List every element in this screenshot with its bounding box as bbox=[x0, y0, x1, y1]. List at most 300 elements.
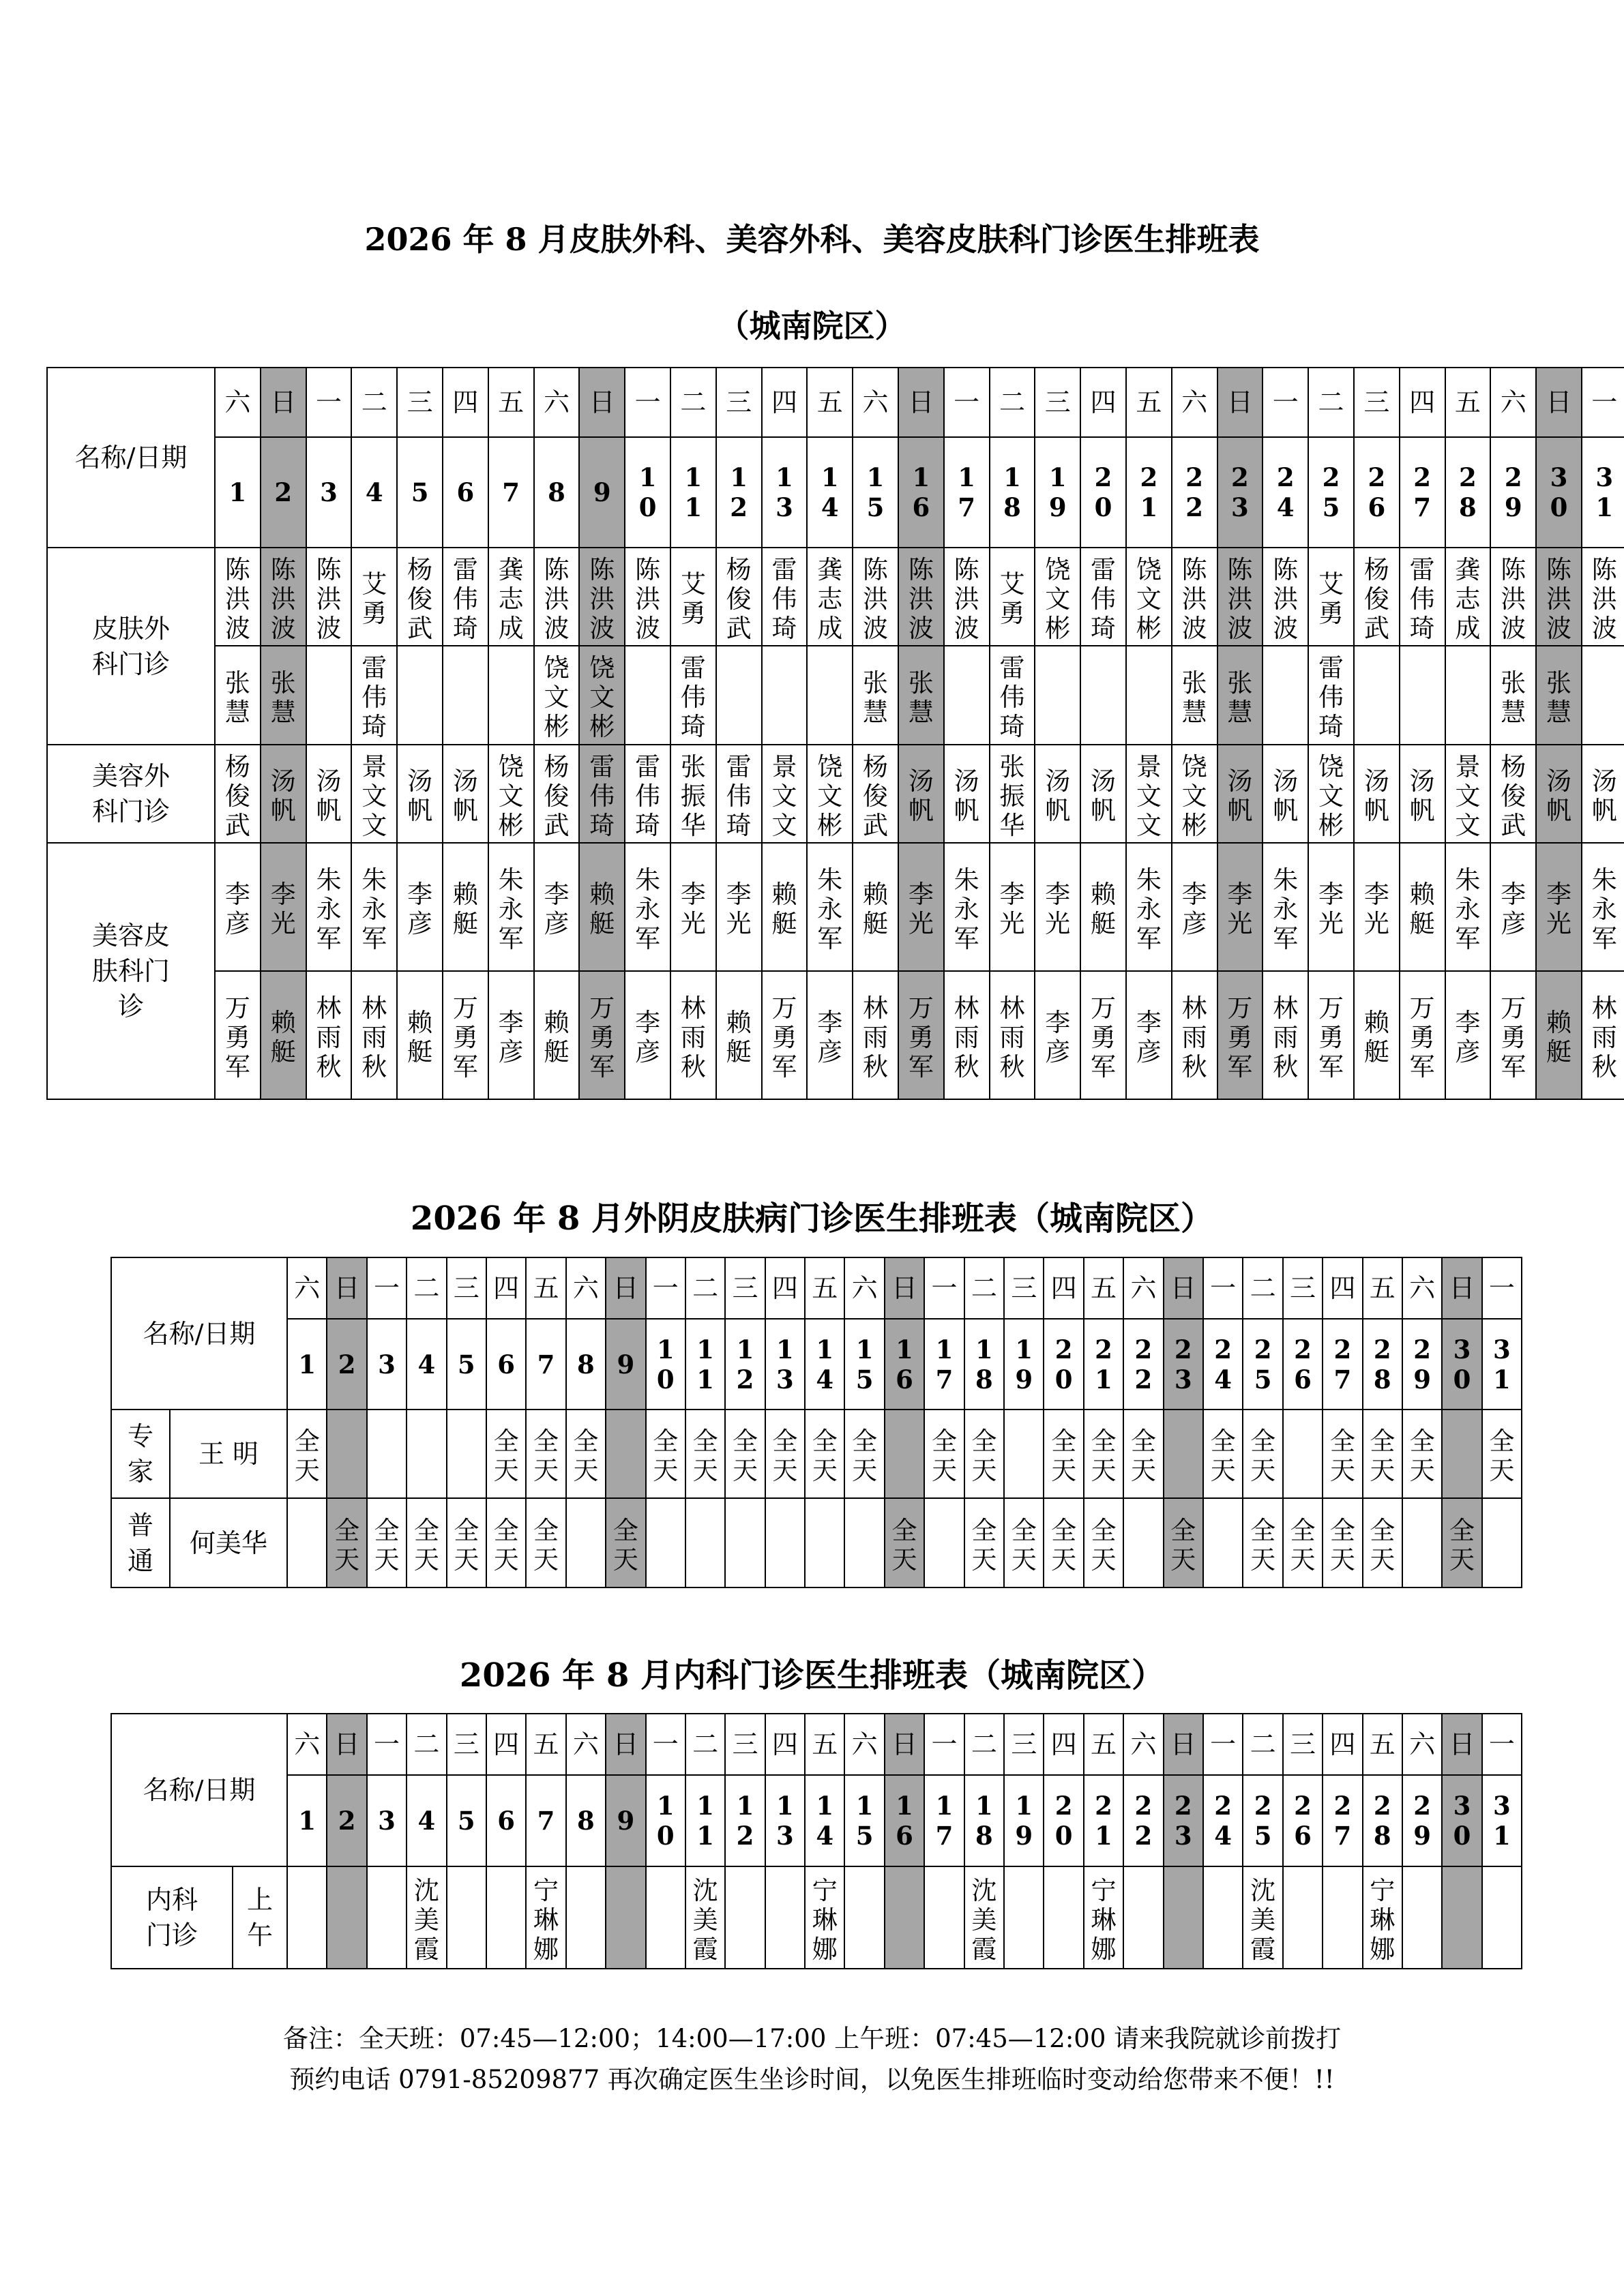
doctor-cell bbox=[807, 548, 853, 646]
doctor-name: 李光 bbox=[1318, 880, 1344, 938]
date-cell bbox=[306, 437, 352, 548]
doctor-name: 张慧 bbox=[1227, 668, 1253, 727]
doctor-cell bbox=[944, 971, 990, 1099]
date-number: 27 bbox=[1413, 462, 1431, 522]
doctor-name: 李彦 bbox=[1136, 1008, 1162, 1067]
doctor-cell bbox=[261, 745, 306, 843]
date-cell bbox=[1323, 1319, 1362, 1410]
shift-text: 全天 bbox=[533, 1515, 559, 1575]
doctor-name: 朱永军 bbox=[361, 865, 387, 953]
date-cell bbox=[1400, 437, 1445, 548]
weekday-cell: 一 bbox=[625, 368, 670, 437]
shift-text: 全天 bbox=[1091, 1427, 1117, 1485]
doctor-name: 宁琳娜 bbox=[812, 1875, 838, 1964]
doctor-name: 陈洪波 bbox=[863, 554, 889, 643]
doctor-cell bbox=[367, 1866, 407, 1969]
date-number: 22 bbox=[1134, 1791, 1153, 1851]
doctor-cell bbox=[1243, 1866, 1282, 1969]
date-cell bbox=[1080, 437, 1126, 548]
doctor-cell bbox=[215, 745, 261, 843]
date-cell bbox=[1490, 437, 1536, 548]
doctor-cell bbox=[351, 843, 397, 971]
shift-cell bbox=[566, 1410, 606, 1498]
doctor-name: 雷伟琦 bbox=[589, 751, 615, 840]
doctor-cell bbox=[1126, 971, 1172, 1099]
date-cell bbox=[447, 1775, 486, 1866]
doctor-cell bbox=[306, 548, 352, 646]
doctor-name: 雷伟琦 bbox=[1091, 554, 1117, 643]
date-number: 4 bbox=[417, 1806, 436, 1836]
date-cell bbox=[964, 1319, 1004, 1410]
doctor-cell bbox=[488, 646, 534, 745]
doctor-name: 赖艇 bbox=[544, 1008, 570, 1067]
weekday-cell: 一 bbox=[1582, 368, 1624, 437]
doctor-name: 汤帆 bbox=[1091, 766, 1117, 825]
shift-cell bbox=[885, 1498, 924, 1587]
shift-text: 全天 bbox=[573, 1427, 599, 1485]
doctor-cell bbox=[990, 646, 1035, 745]
doctor-cell bbox=[306, 646, 352, 745]
shift-cell bbox=[447, 1498, 486, 1587]
date-number: 13 bbox=[776, 1791, 794, 1851]
shift-cell bbox=[327, 1410, 366, 1498]
doctor-name: 杨俊武 bbox=[407, 554, 433, 643]
dept-name: 皮肤外科门诊 bbox=[47, 548, 215, 745]
doctor-cell bbox=[306, 971, 352, 1099]
shift-cell bbox=[1243, 1498, 1282, 1587]
weekday-cell: 日 bbox=[606, 1714, 645, 1775]
shift-cell bbox=[1442, 1410, 1481, 1498]
shift-text: 全天 bbox=[812, 1427, 838, 1485]
shift-cell bbox=[367, 1410, 407, 1498]
date-number: 29 bbox=[1413, 1334, 1431, 1395]
doctor-name: 汤帆 bbox=[316, 766, 342, 825]
shift-text: 全天 bbox=[1290, 1515, 1316, 1575]
date-cell bbox=[566, 1319, 606, 1410]
weekday-cell: 六 bbox=[1490, 368, 1536, 437]
doctor-name: 雷伟琦 bbox=[771, 554, 797, 643]
date-number: 16 bbox=[896, 1334, 913, 1395]
doctor-cell bbox=[1263, 971, 1308, 1099]
doctor-name: 饶文彬 bbox=[817, 751, 843, 840]
shift-cell bbox=[1044, 1410, 1083, 1498]
doctor-cell bbox=[1203, 1866, 1243, 1969]
date-cell bbox=[1363, 1775, 1402, 1866]
doctor-cell bbox=[807, 843, 853, 971]
shift-cell bbox=[606, 1410, 645, 1498]
session-name-text: 上午 bbox=[246, 1885, 273, 1950]
date-number: 7 bbox=[537, 1806, 555, 1836]
doctor-name: 林雨秋 bbox=[954, 993, 979, 1082]
dept-name: 美容皮肤科门诊 bbox=[47, 843, 215, 1099]
doctor-cell bbox=[807, 646, 853, 745]
doctor-cell bbox=[1354, 745, 1400, 843]
date-number: 6 bbox=[456, 477, 475, 507]
doctor-name bbox=[1209, 1918, 1237, 1922]
doctor-name: 饶文彬 bbox=[589, 653, 615, 741]
weekday-cell: 四 bbox=[1080, 368, 1126, 437]
doctor-name: 艾勇 bbox=[999, 569, 1025, 628]
doctor-name: 汤帆 bbox=[270, 766, 296, 825]
doctor-name: 饶文彬 bbox=[1181, 751, 1207, 840]
doctor-cell bbox=[716, 843, 762, 971]
date-cell bbox=[1482, 1775, 1522, 1866]
date-cell bbox=[1044, 1319, 1083, 1410]
doctor-name: 龚志成 bbox=[1455, 554, 1481, 643]
date-number: 29 bbox=[1413, 1791, 1431, 1851]
date-cell bbox=[1004, 1319, 1044, 1410]
date-number: 18 bbox=[975, 1791, 993, 1851]
doctor-cell bbox=[625, 745, 670, 843]
weekday-cell: 四 bbox=[1323, 1714, 1362, 1775]
doctor-cell bbox=[990, 843, 1035, 971]
doctor-name bbox=[1050, 1918, 1078, 1922]
doctor-name bbox=[373, 1918, 401, 1922]
date-cell bbox=[447, 1319, 486, 1410]
doctor-name bbox=[816, 695, 844, 699]
doctor-cell bbox=[351, 646, 397, 745]
date-cell bbox=[1084, 1775, 1123, 1866]
date-number: 12 bbox=[730, 462, 748, 522]
doctor-name bbox=[634, 695, 662, 699]
doctor-name: 汤帆 bbox=[1273, 766, 1299, 825]
date-number: 14 bbox=[816, 1791, 834, 1851]
weekday-cell: 四 bbox=[765, 1257, 805, 1319]
doctor-cell bbox=[716, 548, 762, 646]
doctor-name: 雷伟琦 bbox=[1318, 653, 1344, 741]
dept-row bbox=[47, 745, 1624, 843]
weekday-cell: 二 bbox=[1308, 368, 1354, 437]
doctor-name bbox=[1488, 1918, 1516, 1922]
doctor-cell bbox=[215, 646, 261, 745]
date-number: 14 bbox=[821, 462, 839, 522]
doctor-cell bbox=[351, 745, 397, 843]
doctor-name bbox=[1289, 1918, 1317, 1922]
doctor-cell bbox=[1400, 646, 1445, 745]
date-number: 18 bbox=[975, 1334, 993, 1395]
doctor-name: 饶文彬 bbox=[544, 653, 570, 741]
doctor-name bbox=[651, 1918, 679, 1922]
doctor-name: 万勇军 bbox=[908, 993, 934, 1082]
weekday-cell: 日 bbox=[1442, 1714, 1481, 1775]
doctor-cell bbox=[1035, 971, 1080, 1099]
doctor-name: 李彦 bbox=[1455, 1008, 1481, 1067]
doctor-cell bbox=[625, 548, 670, 646]
doctor-cell bbox=[1482, 1866, 1522, 1969]
doctor-cell bbox=[1323, 1866, 1362, 1969]
date-number: 25 bbox=[1254, 1791, 1272, 1851]
doctor-cell bbox=[526, 1866, 565, 1969]
doctor-name: 万勇军 bbox=[1409, 993, 1435, 1082]
doctor-name: 艾勇 bbox=[1318, 569, 1344, 628]
doctor-name: 景文文 bbox=[1136, 751, 1162, 840]
doctor-cell bbox=[443, 971, 488, 1099]
doctor-name: 杨俊武 bbox=[726, 554, 752, 643]
doctor-cell bbox=[306, 843, 352, 971]
doctor-cell bbox=[1044, 1866, 1083, 1969]
shift-text: 全天 bbox=[1370, 1515, 1396, 1575]
doctor-name: 汤帆 bbox=[1363, 766, 1389, 825]
weekday-cell: 四 bbox=[1044, 1257, 1083, 1319]
doctor-name bbox=[452, 695, 479, 699]
date-number: 17 bbox=[958, 462, 976, 522]
shift-cell bbox=[526, 1410, 565, 1498]
shift-cell bbox=[646, 1498, 685, 1587]
doctor-name: 李彦 bbox=[407, 880, 433, 938]
doctor-name: 汤帆 bbox=[1409, 766, 1435, 825]
doctor-cell bbox=[1308, 971, 1354, 1099]
date-number: 18 bbox=[1003, 462, 1021, 522]
session-name bbox=[233, 1866, 287, 1969]
doctor-cell bbox=[1400, 971, 1445, 1099]
date-number: 10 bbox=[656, 1334, 675, 1395]
doctor-cell bbox=[1217, 843, 1263, 971]
weekday-cell: 六 bbox=[287, 1714, 327, 1775]
doctor-name: 杨俊武 bbox=[1501, 751, 1526, 840]
doctor-name: 雷伟琦 bbox=[635, 751, 661, 840]
weekday-cell: 一 bbox=[1263, 368, 1308, 437]
shift-text: 全天 bbox=[294, 1427, 320, 1485]
weekday-cell: 五 bbox=[1084, 1714, 1123, 1775]
shift-cell bbox=[924, 1410, 964, 1498]
doctor-name: 林雨秋 bbox=[316, 993, 342, 1082]
doctor-cell bbox=[1217, 646, 1263, 745]
doctor-group bbox=[111, 1410, 170, 1498]
date-number: 24 bbox=[1276, 462, 1295, 522]
shift-text: 全天 bbox=[891, 1515, 917, 1575]
shift-cell bbox=[327, 1498, 366, 1587]
date-number: 19 bbox=[1048, 462, 1067, 522]
doctor-cell bbox=[397, 971, 443, 1099]
doctor-cell bbox=[1445, 971, 1491, 1099]
shift-cell bbox=[765, 1498, 805, 1587]
doctor-name: 李光 bbox=[1045, 880, 1071, 938]
doctor-cell bbox=[807, 971, 853, 1099]
shift-text bbox=[930, 1542, 958, 1547]
shift-text: 全天 bbox=[374, 1515, 400, 1575]
doctor-cell bbox=[670, 745, 716, 843]
weekday-cell: 二 bbox=[407, 1257, 446, 1319]
doctor-name: 李光 bbox=[726, 880, 752, 938]
date-number: 10 bbox=[638, 462, 657, 522]
shift-text: 全天 bbox=[971, 1515, 997, 1575]
doctor-cell bbox=[1035, 646, 1080, 745]
date-cell bbox=[327, 1319, 366, 1410]
doctor-cell bbox=[1217, 745, 1263, 843]
doctor-name: 雷伟琦 bbox=[726, 751, 752, 840]
date-cell bbox=[685, 1319, 725, 1410]
date-number: 21 bbox=[1095, 1334, 1112, 1395]
doctor-name: 朱永军 bbox=[954, 865, 979, 953]
weekday-cell: 五 bbox=[805, 1257, 844, 1319]
date-cell bbox=[367, 1775, 407, 1866]
weekday-cell: 六 bbox=[853, 368, 898, 437]
weekday-cell: 四 bbox=[1044, 1714, 1083, 1775]
doctor-cell bbox=[1582, 843, 1624, 971]
date-cell bbox=[1582, 437, 1624, 548]
shift-text: 全天 bbox=[1130, 1427, 1156, 1485]
date-cell bbox=[990, 437, 1035, 548]
doctor-cell bbox=[1126, 646, 1172, 745]
date-cell bbox=[1445, 437, 1491, 548]
header-label: 名称/日期 bbox=[111, 1257, 287, 1410]
shift-cell bbox=[287, 1410, 327, 1498]
date-cell bbox=[725, 1775, 765, 1866]
doctor-name: 汤帆 bbox=[1227, 766, 1253, 825]
date-cell bbox=[397, 437, 443, 548]
date-cell bbox=[1308, 437, 1354, 548]
doctor-name: 林雨秋 bbox=[1591, 993, 1617, 1082]
doctor-cell bbox=[964, 1866, 1004, 1969]
doctor-cell bbox=[1582, 745, 1624, 843]
date-row bbox=[111, 1319, 1522, 1410]
weekday-cell: 五 bbox=[488, 368, 534, 437]
weekday-cell: 四 bbox=[486, 1257, 526, 1319]
doctor-name: 张慧 bbox=[1501, 668, 1526, 727]
date-cell bbox=[1363, 1319, 1402, 1410]
doctor-name: 赖艇 bbox=[863, 880, 889, 938]
doctor-name: 李光 bbox=[680, 880, 706, 938]
doctor-name: 张慧 bbox=[270, 668, 296, 727]
doctor-cell bbox=[287, 1866, 327, 1969]
shift-cell bbox=[1164, 1498, 1203, 1587]
doctor-cell bbox=[898, 971, 944, 1099]
date-number: 19 bbox=[1015, 1334, 1033, 1395]
doctor-cell bbox=[885, 1866, 924, 1969]
doctor-name bbox=[293, 1918, 321, 1922]
shift-text bbox=[1289, 1454, 1317, 1458]
shift-text: 全天 bbox=[1091, 1515, 1117, 1575]
doctor-cell bbox=[1217, 971, 1263, 1099]
date-cell bbox=[1123, 1319, 1163, 1410]
doctor-name: 陈洪波 bbox=[316, 554, 342, 643]
doctor-name: 李彦 bbox=[544, 880, 570, 938]
weekday-cell: 五 bbox=[1084, 1257, 1123, 1319]
doctor-name: 李彦 bbox=[498, 1008, 524, 1067]
doctor-cell bbox=[488, 971, 534, 1099]
date-cell bbox=[1164, 1775, 1203, 1866]
doctor-cell bbox=[646, 1866, 685, 1969]
weekday-cell: 三 bbox=[397, 368, 443, 437]
shift-text bbox=[1209, 1542, 1237, 1547]
shift-cell bbox=[1123, 1410, 1163, 1498]
shift-cell bbox=[1164, 1410, 1203, 1498]
doctor-name: 饶文彬 bbox=[1136, 554, 1162, 643]
date-cell bbox=[765, 1319, 805, 1410]
shift-cell bbox=[1084, 1498, 1123, 1587]
doctor-name: 张振华 bbox=[680, 751, 706, 840]
doctor-cell bbox=[488, 548, 534, 646]
doctor-name: 万勇军 bbox=[1501, 993, 1526, 1082]
weekday-cell: 六 bbox=[1172, 368, 1217, 437]
doctor-cell bbox=[1080, 548, 1126, 646]
doctor-name bbox=[612, 1918, 640, 1922]
doctor-cell bbox=[853, 548, 898, 646]
doctor-name: 雷伟琦 bbox=[999, 653, 1025, 741]
date-cell bbox=[1243, 1319, 1282, 1410]
doctor-cell bbox=[261, 646, 306, 745]
shift-text bbox=[1010, 1454, 1038, 1458]
doctor-name bbox=[930, 1918, 958, 1922]
date-number: 29 bbox=[1504, 462, 1522, 522]
weekday-cell: 四 bbox=[486, 1714, 526, 1775]
doctor-name: 赖艇 bbox=[407, 1008, 433, 1067]
weekday-cell: 一 bbox=[1482, 1714, 1522, 1775]
weekday-cell: 四 bbox=[1400, 368, 1445, 437]
shift-text bbox=[1169, 1454, 1197, 1458]
shift-text: 全天 bbox=[612, 1515, 638, 1575]
doctor-name: 汤帆 bbox=[908, 766, 934, 825]
doctor-name bbox=[725, 695, 753, 699]
doctor-name: 赖艇 bbox=[452, 880, 478, 938]
shift-cell bbox=[1084, 1410, 1123, 1498]
table1-title: 2026 年 8 月皮肤外科、美容外科、美容皮肤科门诊医生排班表 bbox=[364, 221, 1260, 258]
doctor-cell bbox=[1172, 548, 1217, 646]
date-cell bbox=[1354, 437, 1400, 548]
doctor-cell bbox=[1582, 548, 1624, 646]
date-number: 12 bbox=[736, 1791, 754, 1851]
doctor-cell bbox=[762, 843, 808, 971]
doctor-name bbox=[1454, 695, 1482, 699]
doctor-cell bbox=[844, 1866, 884, 1969]
weekday-cell: 三 bbox=[1283, 1257, 1323, 1319]
weekday-cell: 三 bbox=[1354, 368, 1400, 437]
weekday-cell: 二 bbox=[1243, 1257, 1282, 1319]
doctor-name: 万勇军 bbox=[224, 993, 250, 1082]
doctor-cell bbox=[898, 646, 944, 745]
date-cell bbox=[534, 437, 580, 548]
shift-cell bbox=[526, 1498, 565, 1587]
date-number: 27 bbox=[1333, 1791, 1352, 1851]
weekday-cell: 五 bbox=[1363, 1714, 1402, 1775]
doctor-name: 张慧 bbox=[908, 668, 934, 727]
weekday-cell: 六 bbox=[1402, 1714, 1442, 1775]
date-cell bbox=[898, 437, 944, 548]
doctor-cell bbox=[853, 971, 898, 1099]
doctor-cell bbox=[1004, 1866, 1044, 1969]
doctor-name: 龚志成 bbox=[817, 554, 843, 643]
weekday-cell: 四 bbox=[443, 368, 488, 437]
doctor-cell bbox=[261, 548, 306, 646]
date-number: 20 bbox=[1094, 462, 1112, 522]
shift-cell bbox=[964, 1410, 1004, 1498]
shift-text bbox=[1408, 1542, 1436, 1547]
weekday-cell: 四 bbox=[1323, 1257, 1362, 1319]
weekday-cell: 三 bbox=[1004, 1257, 1044, 1319]
weekday-cell: 五 bbox=[1363, 1257, 1402, 1319]
header-label: 名称/日期 bbox=[111, 1714, 287, 1866]
date-cell bbox=[853, 437, 898, 548]
doctor-cell bbox=[488, 745, 534, 843]
date-number: 31 bbox=[1493, 1334, 1511, 1395]
doctor-name bbox=[1044, 695, 1072, 699]
doctor-cell bbox=[924, 1866, 964, 1969]
doctor-cell bbox=[1123, 1866, 1163, 1969]
date-cell bbox=[1217, 437, 1263, 548]
shift-text: 全天 bbox=[1489, 1427, 1515, 1485]
date-number: 31 bbox=[1493, 1791, 1511, 1851]
doctor-name bbox=[1363, 695, 1391, 699]
doctor-name: 陈洪波 bbox=[1181, 554, 1207, 643]
shift-text bbox=[572, 1542, 600, 1547]
doctor-cell bbox=[1400, 843, 1445, 971]
date-cell bbox=[1203, 1775, 1243, 1866]
doctor-cell bbox=[534, 646, 580, 745]
date-number: 11 bbox=[684, 462, 703, 522]
shift-cell bbox=[844, 1498, 884, 1587]
doctor-name: 万勇军 bbox=[452, 993, 478, 1082]
doctor-name bbox=[1591, 695, 1619, 699]
